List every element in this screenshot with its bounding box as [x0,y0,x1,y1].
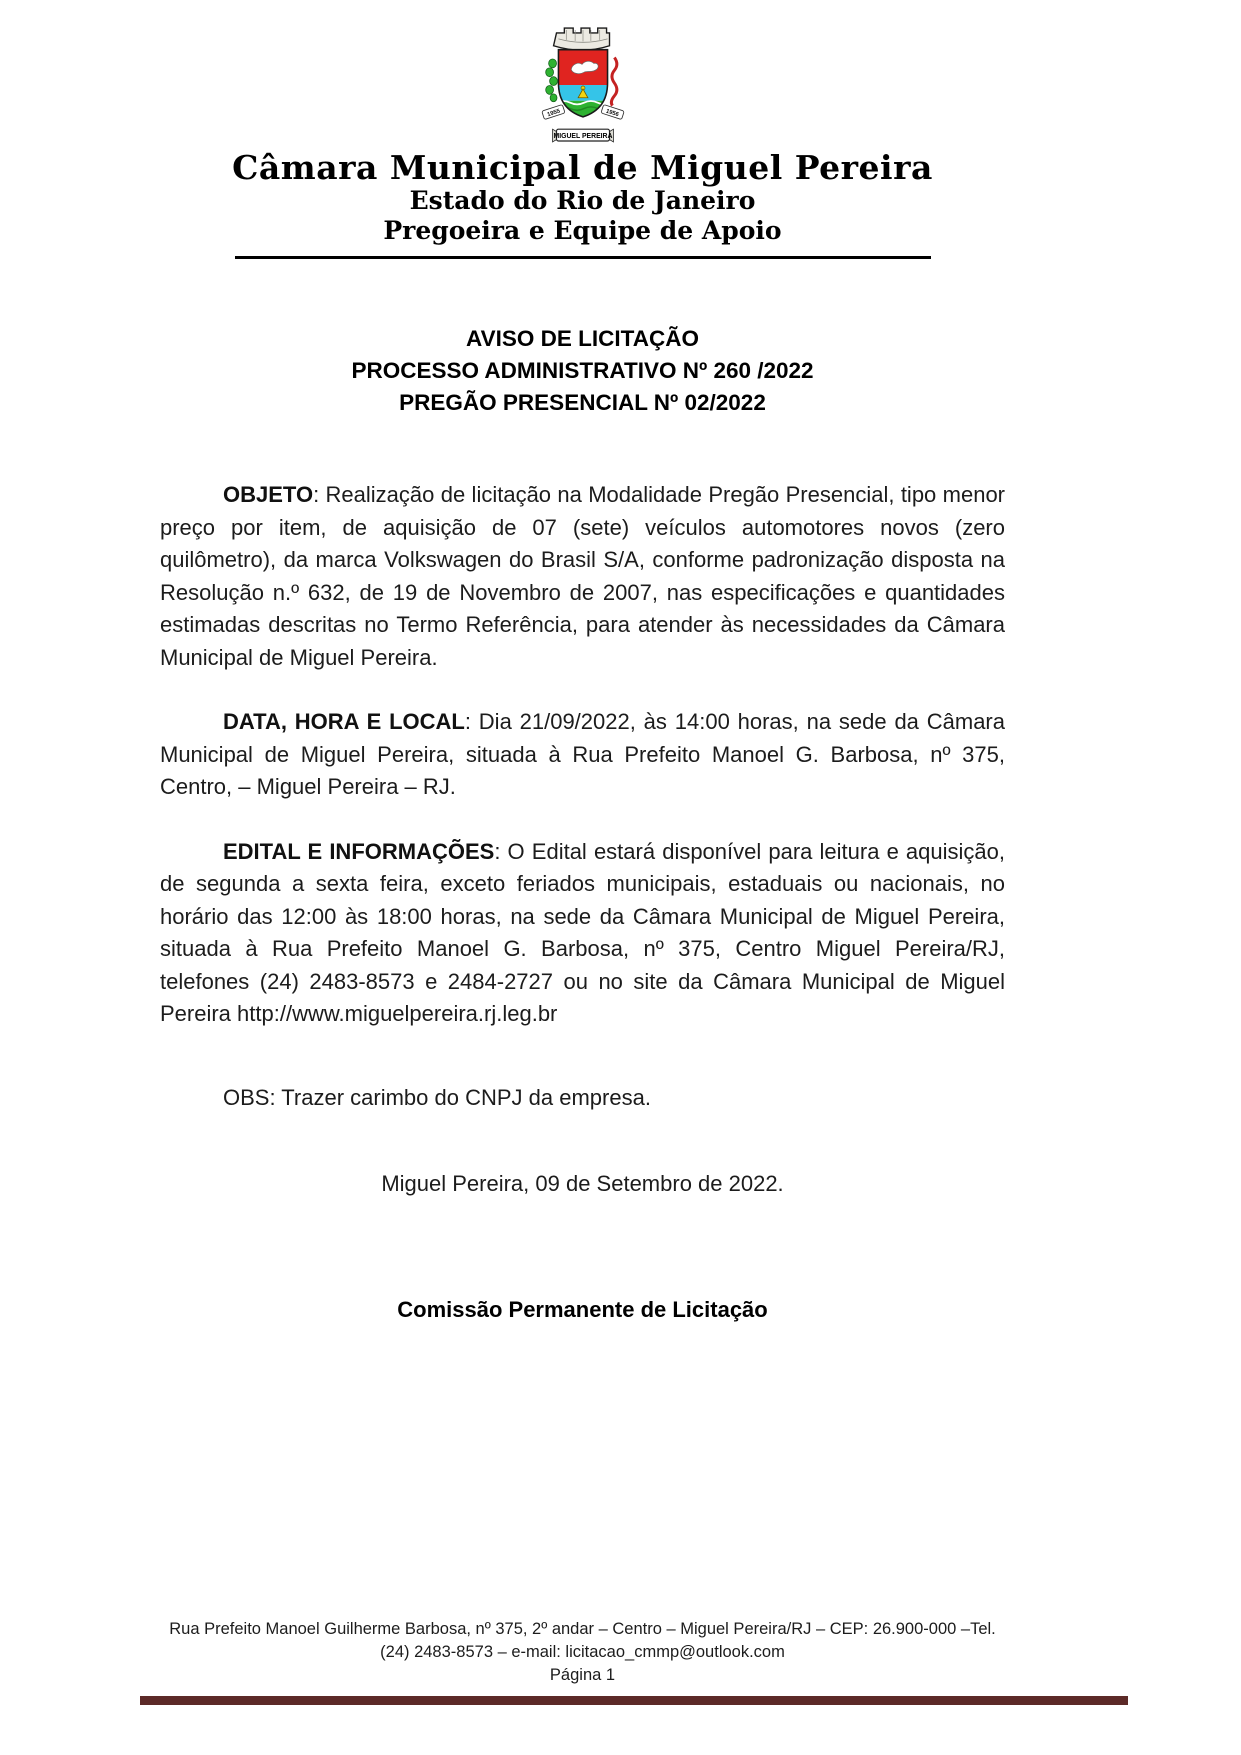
right-ribbon-icon [611,58,617,106]
coat-of-arms-icon [529,24,637,148]
crest-banner [552,129,613,142]
data-hora-local-paragraph [160,706,1005,804]
edital-text: : O Edital estará disponível para leitura e aquisição, de segunda a sexta feira, exceto feriados municipais, estaduais ou nacionais, no horário das 12:00 às 18:00 horas, na sede da Câmara Municipal de Miguel Pereira, situada à Rua Prefeito Manoel G. Barbosa, nº 375, Centro Miguel Pereira/RJ, telefones (24) 2483-8573 e 2484-2727 ou no site da Câmara Municipal de Miguel Pereira http://www.miguelpereira.rj.leg.br [160,838,1005,1026]
footer-address: Rua Prefeito Manoel Guilherme Barbosa, nº 375, 2º andar – Centro – Miguel Pereira/RJ – CEP: 26.900-000 –Tel. [169,1620,996,1638]
data-hora-local-label: DATA, HORA E LOCAL [223,709,465,734]
edital-label: EDITAL E INFORMAÇÕES [223,838,495,864]
year-scroll-right [600,105,623,120]
notice-line-1: AVISO DE LICITAÇÃO [466,326,699,351]
dept-line: Pregoeira e Equipe de Apoio [383,216,782,245]
notice-line-3: PREGÃO PRESENCIAL Nº 02/2022 [399,390,766,415]
state-line: Estado do Rio de Janeiro [409,186,756,215]
date-line: Miguel Pereira, 09 de Setembro de 2022. [381,1171,784,1196]
objeto-text: : Realização de licitação na Modalidade Pregão Presencial, tipo menor preço por item, de aquisição de 07 (sete) veículos automotores novos (zero quilômetro), da marca Volkswagen do Brasil S/A, conforme padronização disposta na Resolução n.º 632, de 19 de Novembro de 2007, nas especificações e quantidades estimadas descritas no Termo Referência, para atender às necessidades da Câmara Municipal de Miguel Pereira. [160,482,1005,670]
signature-line: Comissão Permanente de Licitação [397,1296,768,1322]
footer-page-number: Página 1 [549,1666,616,1684]
crown-icon [553,28,609,50]
crest-banner-label: MIGUEL PEREIRA [553,133,612,141]
document-header [160,0,1005,259]
year-scroll-left [541,105,564,120]
objeto-label: OBJETO [223,482,314,507]
footer-contact: (24) 2483-8573 – e-mail: licitacao_cmmp@outlook.com [380,1643,785,1661]
objeto-paragraph [160,479,1005,674]
page-footer [160,1618,1005,1687]
document-body [160,479,1005,1326]
notice-line-2: PROCESSO ADMINISTRATIVO Nº 260 /2022 [351,358,814,383]
left-branch-icon [545,59,557,102]
document-content [160,0,1005,1326]
org-name: Câmara Municipal de Miguel Pereira [232,148,933,187]
footer-rule [140,1696,1128,1705]
header-rule [235,256,931,259]
year-left-label: 1955 [546,108,561,119]
data-hora-local-text: : Dia 21/09/2022, às 14:00 horas, na sede da Câmara Municipal de Miguel Pereira, situada à Rua Prefeito Manoel G. Barbosa, nº 375, Centro, – Miguel Pereira – RJ. [160,709,1005,799]
obs-line: OBS: Trazer carimbo do CNPJ da empresa. [223,1084,651,1110]
year-right-label: 1956 [604,108,619,119]
edital-paragraph [160,836,1005,1031]
notice-heading [160,323,1005,419]
